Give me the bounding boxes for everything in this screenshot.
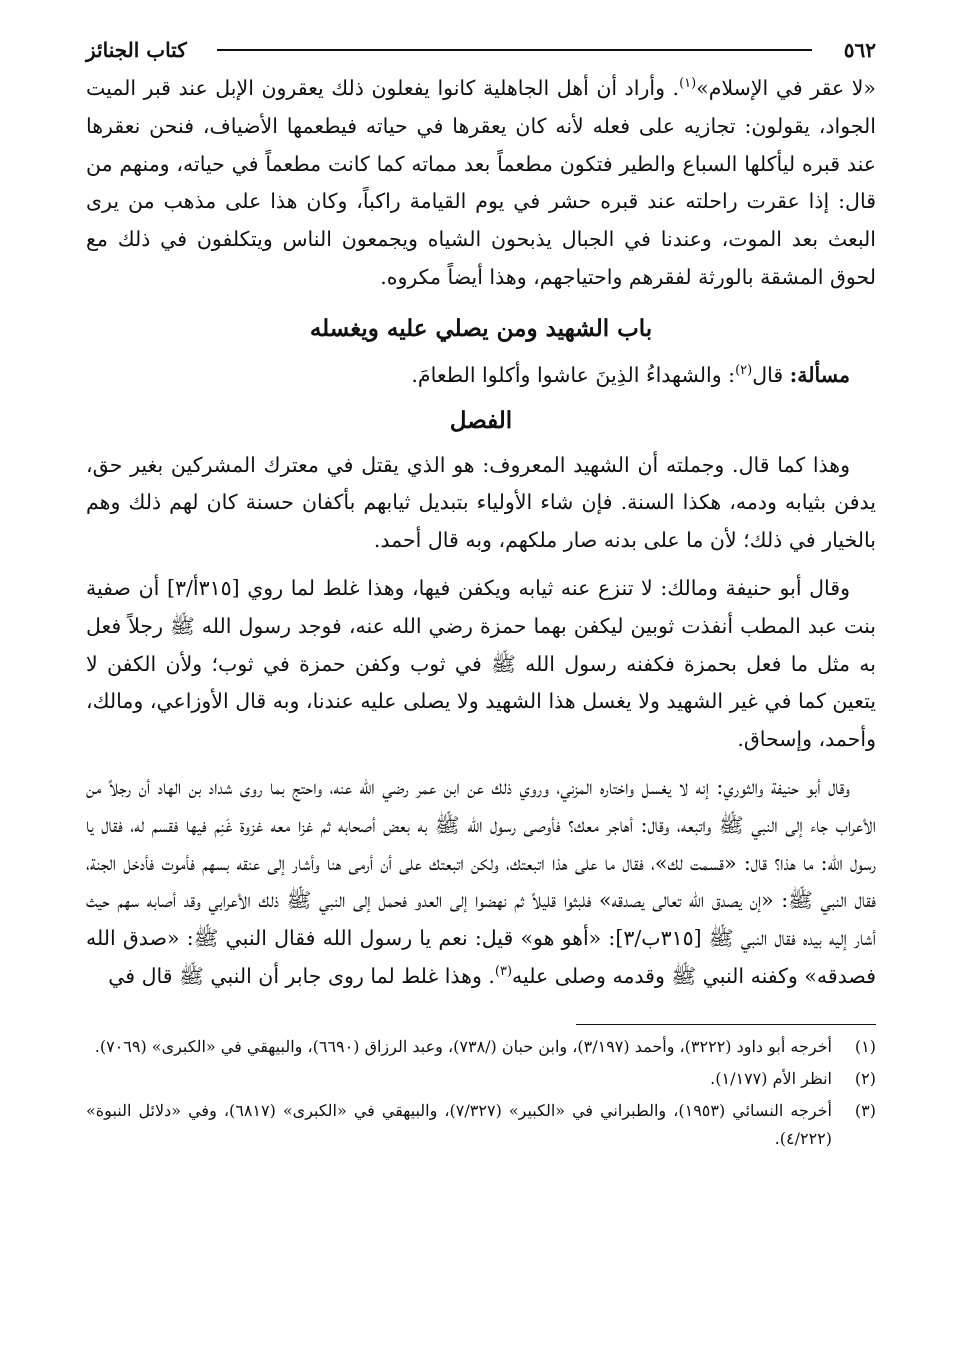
- paragraph-3: وقال أبو حنيفة ومالك: لا تنزع عنه ثيابه ويكفن فيها، وهذا غلط لما روي [٣١٥أ/٣] أن صفية بنت عبد المطب أنفذت ثوبين ليكفن بهما حمزة رضي الله عنه، فوجد رسول الله ﷺ رجلاً فعل به مثل ما فعل بحمزة فكفنه رسول الله ﷺ في ثوب وكفن حمزة في ثوب؛ ولأن الكفن لا يتعين كما في غير الشهيد ولا يغسل هذا الشهيد ولا يصلى عليه عندنا، وبه قال الأوزاعي، ومالك، وأحمد، وإسحاق.: [86, 575, 876, 752]
- section-title: الفصل: [449, 406, 513, 434]
- footnote-text: انظر الأم (١/١٧٧).: [710, 1068, 832, 1088]
- paragraph-4: [86, 769, 876, 996]
- masala-text-a: قال: [752, 362, 790, 387]
- chapter-title: باب الشهيد ومن يصلي عليه ويغسله: [309, 314, 653, 342]
- footnote-ref-2: (٢): [735, 362, 753, 378]
- footnote-3: [86, 1097, 876, 1153]
- page-header: [86, 30, 876, 70]
- masala-line: [86, 357, 876, 395]
- footnote-text: أخرجه أبو داود (٣٢٢٢)، وأحمد (٣/١٩٧)، وابن حبان (/٧٣٨)، وعبد الرزاق (٦٦٩٠)، والبيهقي في «الكبرى» (٧٠٦٩).: [94, 1036, 832, 1056]
- paragraph-4-text-a: وقال أبو حنيفة والثوري: إنه لا يغسل واختاره المزني، وروي ذلك عن ابن عمر رضي الله عنه، واحتج بما روى شداد بن الهاد أن رجلاً من الأعراب جاء إلى النبي ﷺ واتبعه، وقال: أهاجر معك؟ فأوصى رسول الله ﷺ به بعض أصحابه ثم غزا معه غزوة غَنِم فيها فقسم له، فقال يا رسول الله: ما هذا؟ قال: «قسمت لك»، فقال ما على هذا اتبعتك، ولكن اتبعتك على أن أرمى هنا وأشار إلى عنقه بسهم فأموت فأدخل الجنة، فقال النبي ﷺ: «إن يصدق الله تعالى يصدقه» فلبثوا قليلاً ثم نهضوا إلى العدو فحمل إلى النبي ﷺ ذلك الأعرابي وقد أصابه سهم حيث أشار إليه بيده فقال النبي ﷺ [٣١٥ب/٣]: «أهو هو» قيل: نعم يا رسول الله فقال النبي ﷺ: «صدق الله فصدقه» وكفنه النبي ﷺ وقدمه وصلى عليه: [86, 774, 876, 988]
- footnote-1: [86, 1033, 876, 1061]
- book-page: [86, 30, 876, 1157]
- footnote-number: (١): [854, 1036, 876, 1056]
- footnote-rule: [576, 1024, 876, 1025]
- footnote-number: (٢): [854, 1068, 876, 1088]
- footnote-ref-1: (١): [679, 76, 697, 92]
- paragraph-1-text-a: «لا عقر في الإسلام»: [696, 76, 876, 100]
- footnote-2: [86, 1065, 876, 1093]
- header-rule: [217, 49, 812, 51]
- page-number: ٥٦٢: [843, 38, 876, 62]
- footnote-text: أخرجه النسائي (١٩٥٣)، والطبراني في «الكبير» (٧/٣٢٧)، والبيهقي في «الكبرى» (٦٨١٧)، وفي «دلائل النبوة» (٤/٢٢٢).: [86, 1100, 833, 1148]
- masala-label: مسألة:: [789, 362, 850, 387]
- paragraph-4-text-b: . وهذا غلط لما روى جابر أن النبي ﷺ قال في: [108, 963, 495, 988]
- paragraph-1: [86, 70, 876, 297]
- masala-text-b: : والشهداءُ الذِينَ عاشوا وأكلوا الطعامَ.: [411, 362, 736, 387]
- footnote-number: (٣): [854, 1100, 876, 1120]
- running-title: كتاب الجنائز: [86, 38, 187, 62]
- paragraph-2: وهذا كما قال. وجملته أن الشهيد المعروف: هو الذي يقتل في معترك المشركين بغير حق، يدفن بثيابه ودمه، هكذا السنة. فإن شاء الأولياء بتبديل ثيابهم بأكفان حسنة كان لهم ذلك وهم بالخيار في ذلك؛ لأن ما على بدنه صار ملكهم، وبه قال أحمد.: [86, 452, 876, 553]
- footnote-ref-3: (٣): [494, 964, 513, 980]
- paragraph-1-text-b: . وأراد أن أهل الجاهلية كانوا يفعلون ذلك يعقرون الإبل عند قبر الميت الجواد، يقولون: تجازيه على فعله لأنه كان يعقرها في حياته فيطعمها الأضياف، فنحن نعقرها عند قبره ليأكلها السباع والطير فتكون مطعماً بعد مماته كما كانت مطعماً في حياته، ومنهم من قال: إذا عقرت راحلته عند قبره حشر في يوم القيامة راكباً، وكان هذا على مذهب من يرى البعث بعد الموت، وعندنا في الجبال يذبحون الشياه ويجمعون الناس ويتكلفون في ذلك مع لحوق المشقة بالورثة لفقرهم واحتياجهم، وهذا أيضاً مكروه.: [86, 76, 876, 289]
